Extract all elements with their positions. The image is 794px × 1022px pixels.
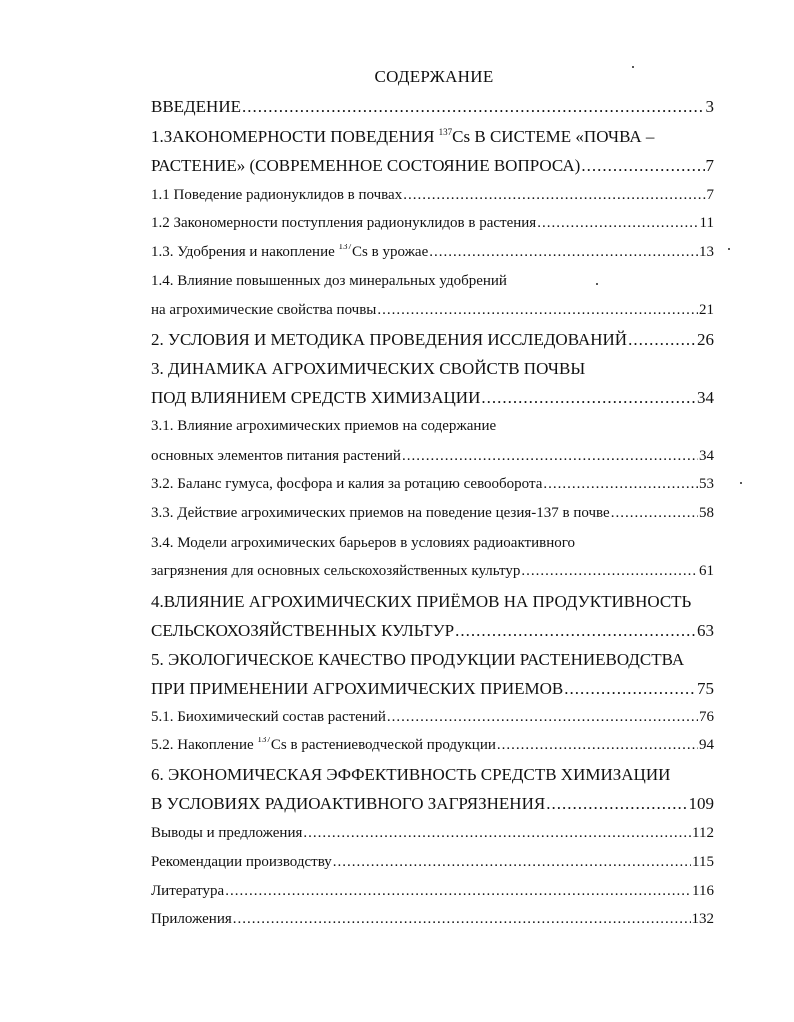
- toc-entry-text: СЕЛЬСКОХОЗЯЙСТВЕННЫХ КУЛЬТУР: [151, 621, 455, 640]
- toc-leader-dots: [497, 737, 698, 754]
- toc-section-3-1-line-1: [151, 418, 711, 435]
- toc-page-number: 63: [697, 621, 714, 640]
- toc-section-3-2: [151, 476, 714, 493]
- toc-chapter-1-line-1: [151, 127, 711, 147]
- toc-entry-text: 5. ЭКОЛОГИЧЕСКОЕ КАЧЕСТВО ПРОДУКЦИИ РАСТЕНИЕВОДСТВА: [151, 650, 685, 669]
- toc-entry-text: 4.ВЛИЯНИЕ АГРОХИМИЧЕСКИХ ПРИЁМОВ НА ПРОДУКТИВНОСТЬ: [151, 592, 692, 611]
- toc-entry-text: 1.4. Влияние повышенных доз минеральных удобрений: [151, 273, 507, 289]
- toc-chapter-1-line-2: [151, 156, 714, 176]
- toc-leader-dots: [521, 563, 698, 580]
- toc-section-1-3: [151, 244, 714, 261]
- toc-leader-dots: [455, 621, 696, 641]
- toc-section-1-4-line-2: [151, 302, 714, 319]
- toc-entry-text: 3.4. Модели агрохимических барьеров в условиях радиоактивного: [151, 535, 576, 551]
- toc-leader-dots: [387, 709, 698, 726]
- scan-speck: [632, 66, 634, 68]
- toc-leader-dots: [481, 388, 696, 408]
- toc-page-number: 21: [699, 302, 714, 318]
- toc-page-number: 112: [692, 825, 714, 841]
- toc-chapter-6-line-2: [151, 794, 714, 814]
- toc-section-3-4-line-2: [151, 563, 714, 580]
- toc-entry-text: 5.1. Биохимический состав растений: [151, 709, 386, 725]
- toc-page-number: 115: [692, 854, 714, 870]
- toc-entry-text: Рекомендации производству: [151, 854, 332, 870]
- toc-literature: [151, 883, 714, 900]
- toc-entry-text: на агрохимические свойства почвы: [151, 302, 377, 318]
- toc-leader-dots: [543, 476, 698, 493]
- scan-speck: [740, 482, 742, 484]
- toc-entry-text: 1.ЗАКОНОМЕРНОСТИ ПОВЕДЕНИЯ $^{137}$Cs В СИСТЕМЕ «ПОЧВА –: [151, 127, 655, 146]
- toc-leader-dots: [546, 794, 687, 814]
- toc-page-number: 34: [699, 448, 714, 464]
- toc-entry-text: Приложения: [151, 911, 232, 927]
- toc-leader-dots: [233, 911, 691, 928]
- toc-leader-dots: [564, 679, 696, 699]
- toc-leader-dots: [403, 187, 705, 204]
- toc-chapter-4-line-2: [151, 621, 714, 641]
- toc-chapter-6-line-1: [151, 765, 711, 785]
- toc-entry-text: 6. ЭКОНОМИЧЕСКАЯ ЭФФЕКТИВНОСТЬ СРЕДСТВ ХИМИЗАЦИИ: [151, 765, 671, 784]
- toc-chapter-5-line-1: [151, 650, 711, 670]
- toc-entry-text: основных элементов питания растений: [151, 448, 401, 464]
- toc-conclusions: [151, 825, 714, 842]
- toc-section-5-1: [151, 709, 714, 726]
- toc-leader-dots: [225, 883, 691, 900]
- toc-page-number: 75: [697, 679, 714, 698]
- toc-leader-dots: [377, 302, 698, 319]
- toc-leader-dots: [581, 156, 704, 176]
- toc-page-number: 13: [699, 244, 714, 260]
- toc-leader-dots: [628, 330, 696, 350]
- toc-page-number: 7: [705, 156, 714, 175]
- toc-entry-text: 1.1 Поведение радионуклидов в почвах: [151, 187, 403, 203]
- toc-section-3-4-line-1: [151, 535, 711, 552]
- toc-entry-text: ВВЕДЕНИЕ: [151, 97, 241, 116]
- toc-leader-dots: [537, 215, 698, 232]
- toc-page-number: 53: [699, 476, 714, 492]
- toc-page-number: 76: [699, 709, 714, 725]
- toc-page-number: 7: [706, 187, 714, 203]
- toc-leader-dots: [333, 854, 691, 871]
- toc-leader-dots: [429, 244, 698, 261]
- toc-chapter-3-line-2: [151, 388, 714, 408]
- page-title: СОДЕРЖАНИЕ: [374, 67, 494, 86]
- toc-page-number: 58: [699, 505, 714, 521]
- toc-page-number: 11: [699, 215, 714, 231]
- toc-recommendations: [151, 854, 714, 871]
- toc-page-number: 132: [691, 911, 714, 927]
- toc-entry-text: загрязнения для основных сельскохозяйственных культур: [151, 563, 521, 579]
- toc-chapter-3-line-1: [151, 359, 711, 379]
- toc-leader-dots: [303, 825, 691, 842]
- toc-leader-dots: [611, 505, 698, 522]
- toc-entry-text: РАСТЕНИЕ» (СОВРЕМЕННОЕ СОСТОЯНИЕ ВОПРОСА): [151, 156, 581, 175]
- toc-entry-text: 3.3. Действие агрохимических приемов на поведение цезия-137 в почве: [151, 505, 610, 521]
- toc-chapter-5-line-2: [151, 679, 714, 699]
- toc-entry-text: ПРИ ПРИМЕНЕНИИ АГРОХИМИЧЕСКИХ ПРИЕМОВ: [151, 679, 564, 698]
- toc-entry-text: Выводы и предложения: [151, 825, 303, 841]
- toc-leader-dots: [402, 448, 698, 465]
- toc-page-number: 26: [697, 330, 714, 349]
- toc-section-3-3: [151, 505, 714, 522]
- toc-entry-text: ПОД ВЛИЯНИЕМ СРЕДСТВ ХИМИЗАЦИИ: [151, 388, 481, 407]
- toc-entry-text: 3.2. Баланс гумуса, фосфора и калия за ротацию севооборота: [151, 476, 543, 492]
- toc-section-3-1-line-2: [151, 448, 714, 465]
- toc-chapter-2: [151, 330, 714, 350]
- toc-entry-text: 1.2 Закономерности поступления радионуклидов в растения: [151, 215, 537, 231]
- scan-speck: [728, 248, 730, 250]
- toc-page-number: 116: [692, 883, 714, 899]
- toc-page-number: 94: [699, 737, 714, 753]
- toc-entry-text: Литература: [151, 883, 225, 899]
- toc-section-5-2: [151, 737, 714, 754]
- toc-section-1-1: [151, 187, 714, 204]
- toc-entry-intro: [151, 97, 714, 117]
- toc-section-1-4-line-1: [151, 273, 711, 290]
- toc-page-number: 3: [705, 97, 714, 116]
- toc-page-number: 61: [699, 563, 714, 579]
- scan-speck: [596, 283, 598, 285]
- toc-entry-text: 2. УСЛОВИЯ И МЕТОДИКА ПРОВЕДЕНИЯ ИССЛЕДОВАНИЙ: [151, 330, 628, 349]
- toc-entry-text: 1.3. Удобрения и накопление $^{137}$Cs в урожае: [151, 244, 429, 260]
- toc-entry-text: 5.2. Накопление $^{137}$Cs в растениеводческой продукции: [151, 737, 496, 753]
- toc-appendices: [151, 911, 714, 928]
- toc-entry-text: 3. ДИНАМИКА АГРОХИМИЧЕСКИХ СВОЙСТВ ПОЧВЫ: [151, 359, 586, 378]
- toc-page-number: 34: [697, 388, 714, 407]
- toc-entry-text: 3.1. Влияние агрохимических приемов на содержание: [151, 418, 497, 434]
- toc-section-1-2: [151, 215, 714, 232]
- toc-chapter-4-line-1: [151, 592, 711, 612]
- toc-entry-text: В УСЛОВИЯХ РАДИОАКТИВНОГО ЗАГРЯЗНЕНИЯ: [151, 794, 546, 813]
- toc-leader-dots: [242, 97, 705, 117]
- toc-page-number: 109: [688, 794, 714, 813]
